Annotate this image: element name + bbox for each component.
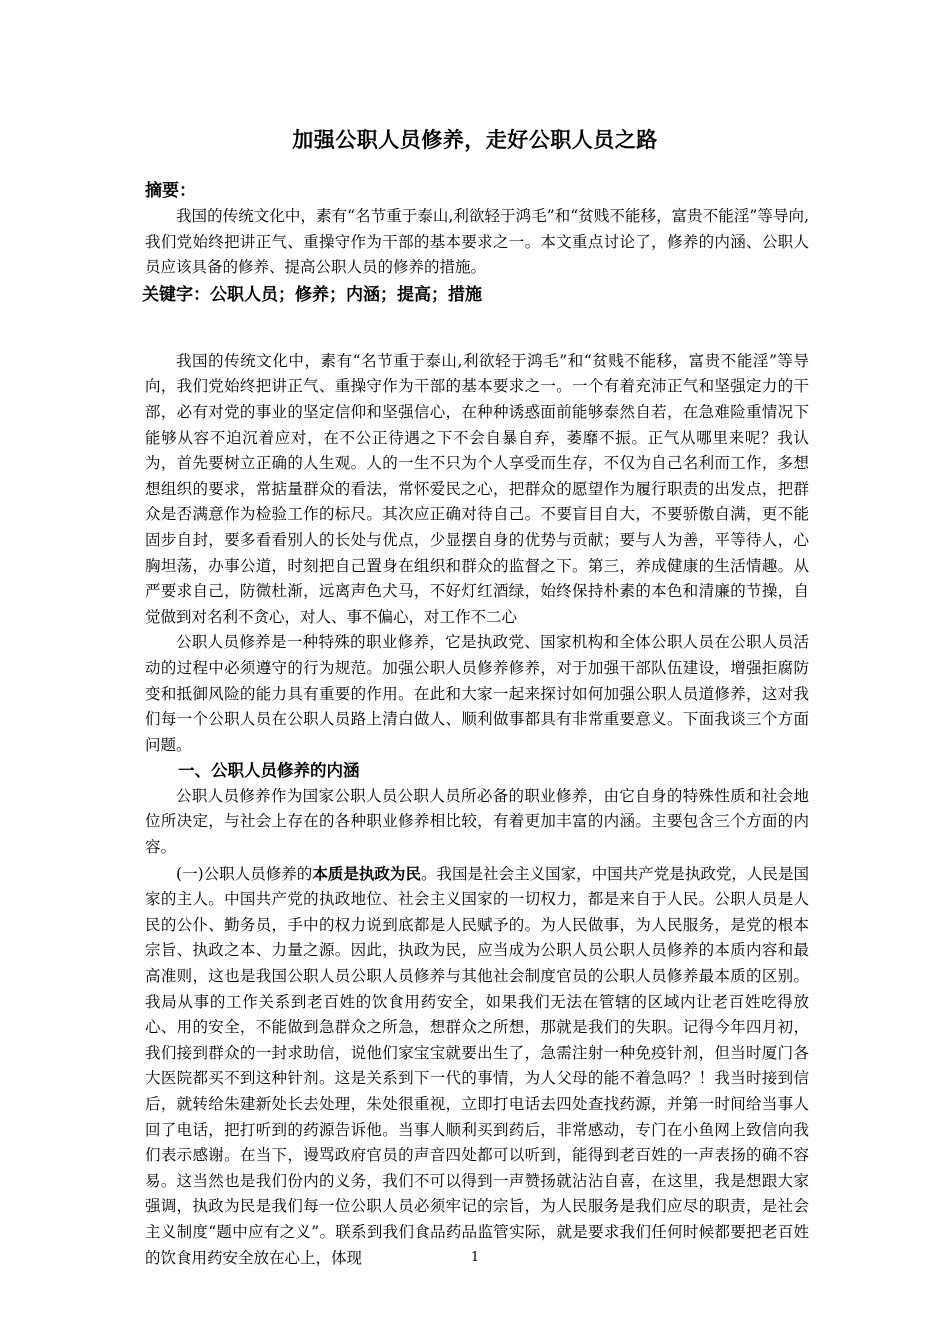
abstract-label: 摘要： xyxy=(145,181,196,201)
keywords: 关键字：公职人员；修养；内涵；提高；措施 xyxy=(142,284,482,305)
page-number: 1 xyxy=(470,1250,480,1265)
paragraph-section-intro: 公职人员修养作为国家公职人员公职人员所必备的职业修养，由它自身的特殊性质和社会地位所决定，与社会上存在的各种职业修养相比较，有着更加丰富的内涵。主要包含三个方面的内容。 xyxy=(145,786,809,857)
paragraph-essence-text: 。我国是社会主义国家，中国共产党是执政党，人民是国家的主人。中国共产党的执政地位、社会主义国家的一切权力，都是来自于人民。公职人员是人民的公仆、勤务员，手中的权力说到底都是人民赋予的。为人民做事，为人民服务，是党的根本宗旨、执政之本、力量之源。因此，执政为民，应当成为公职人员公职人员修养的本质内容和最高准则，这也是我国公职人员公职人员修养与其他社会制度官员的公职人员修养最本质的区别。我局从事的工作关系到老百姓的饮食用药安全，如果我们无法在管辖的区域内让老百姓吃得放心、用的安全，不能做到急群众之所急，想群众之所想，那就是我们的失职。记得今年四月初，我们接到群众的一封求助信，说他们家宝宝就要出生了，急需注射一种免疫针剂，但当时厦门各大医院都买不到这种针剂。这是关系到下一代的事情，为人父母的能不着急吗？！我当时接到信后，就转给朱建新处长去处理，朱处很重视，立即打电话去四处查找药源，并第一时间给当事人回了电话，把打听到的药源告诉他。当事人顺利买到药后，非常感动，专门在小鱼网上致信向我们表示感谢。在当下，谩骂政府官员的声音四处都可以听到，能得到老百姓的一声表扬的确不容易。这当然也是我们份内的义务，我们不可以得到一声赞扬就沾沾自喜，在这里，我是想跟大家强调，执政为民是我们每一位公职人员必须牢记的宗旨，为人民服务是我们应尽的职责，是社会主义制度“题中应有之义”。联系到我们食品药品监管实际，就是要求我们任何时候都要把老百姓的饮食用药安全放在心上，体现 xyxy=(145,864,809,1267)
paragraph-essence-lead: (一)公职人员修养的 xyxy=(176,864,313,883)
paragraph-essence-emphasis: 本质是执政为民 xyxy=(312,863,421,883)
paragraph-overview: 公职人员修养是一种特殊的职业修养，它是执政党、国家机构和全体公职人员在公职人员活动的过程中必须遵守的行为规范。加强公职人员修养修养，对于加强干部队伍建设，增强拒腐防变和抵御风险的能力具有重要的作用。在此和大家一起来探讨如何加强公职人员道修养，这对我们每一个公职人员在公职人员路上清白做人、顺利做事都具有非常重要意义。下面我谈三个方面问题。 xyxy=(145,633,809,754)
section-heading: 一、公职人员修养的内涵 xyxy=(178,761,360,781)
document-title: 加强公职人员修养，走好公职人员之路 xyxy=(292,127,658,152)
paragraph-intro: 我国的传统文化中，素有“名节重于泰山,利欲轻于鸿毛”和“贫贱不能移，富贵不能淫”等导向，我们党始终把讲正气、重操守作为干部的基本要求之一。一个有着充沛正气和坚强定力的干部，必有对党的事业的坚定信仰和坚强信心，在种种诱惑面前能够泰然自若，在急难险重情况下能够从容不迫沉着应对，在不公正待遇之下不会自暴自弃，萎靡不振。正气从哪里来呢？我认为，首先要树立正确的人生观。人的一生不只为个人享受而生存，不仅为自己名利而工作，多想想组织的要求，常掂量群众的看法，常怀爱民之心，把群众的愿望作为履行职责的出发点，把群众是否满意作为检验工作的标尺。其次应正确对待自己。不要盲目自大，不要骄傲自满，更不能固步自封，要多看看别人的长处与优点，少显摆自身的优势与贡献；要与人为善，平等待人，心胸坦荡，办事公道，时刻把自己置身在组织和群众的监督之下。第三，养成健康的生活情趣。从严要求自己，防微杜渐，远离声色犬马，不好灯红酒绿，始终保持朴素的本色和清廉的节操，自觉做到对名利不贪心，对人、事不偏心，对工作不二心 xyxy=(145,351,809,626)
paragraph-essence xyxy=(145,861,809,1272)
abstract-text: 我国的传统文化中，素有“名节重于泰山,利欲轻于鸿毛”和“贫贱不能移，富贵不能淫”等导向,我们党始终把讲正气、重操守作为干部的基本要求之一。本文重点讨论了，修养的内涵、公职人员应该具备的修养、提高公职人员的修养的措施。 xyxy=(145,207,809,277)
spacer xyxy=(145,309,809,349)
document-body xyxy=(142,178,809,1271)
